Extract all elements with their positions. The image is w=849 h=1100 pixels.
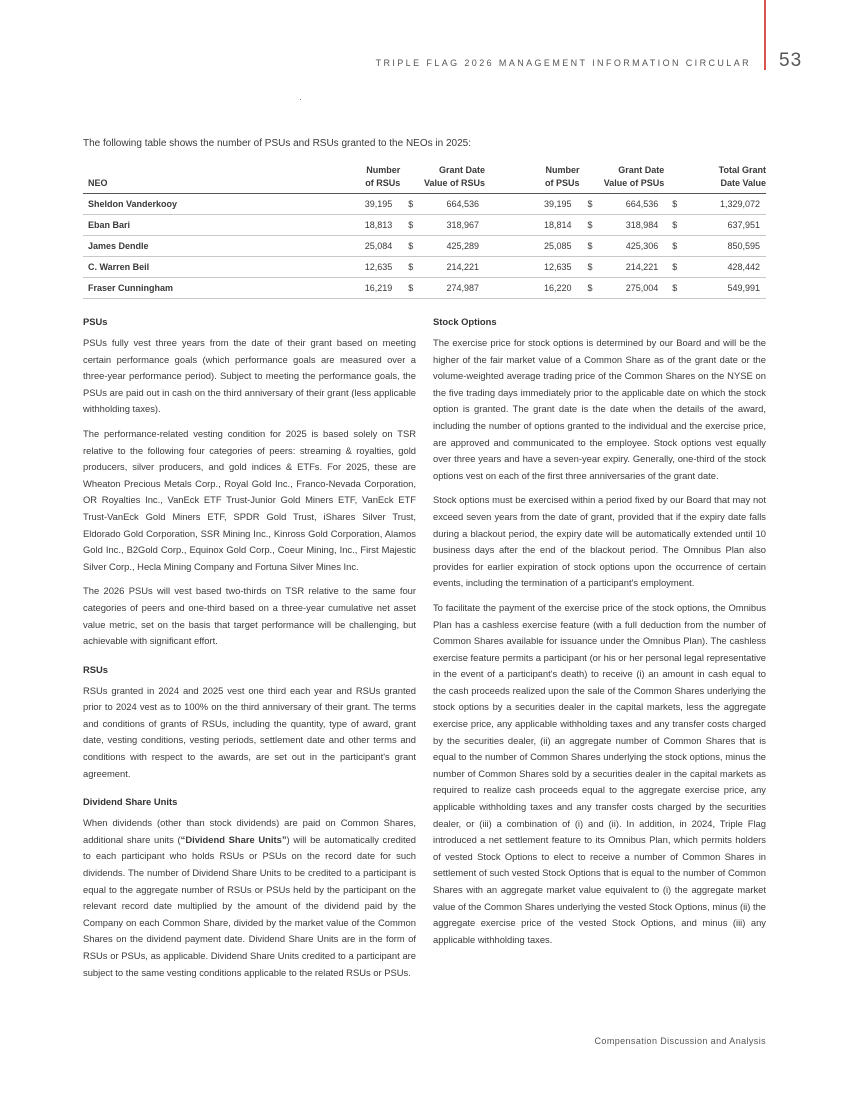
dsu-paragraph-1: When dividends (other than stock dividends) are paid on Common Shares, additional share units (“Dividend Share Units”) will be automatically credited to each participant who holds RSUs or PSUs on the record date for such dividends. The number of Dividend Share Units to be credited to a participant is equal to the aggregate number of RSUs or PSUs held by the participant on the relevant record date multiplied by the amount of the dividend paid by the Company on each Common Share, divided by the market value of the Common Shares on the dividend payment date. Dividend Share Units are in the form of RSUs or PSUs, as applicable. Dividend Share Units credited to a participant are subject to the same vesting conditions applicable to the related RSUs or PSUs.: [83, 817, 416, 978]
rsu-grant-value: 425,289: [413, 236, 485, 257]
stock-options-paragraph-2: Stock options must be exercised within a period fixed by our Board that may not exceed seven years from the date of grant, provided that if the expiry date falls during a blackout period, the expiry date will be automatically extended until 10 business days after the end of the blackout period. The Omnibus Plan also provides for earlier expiration of stock options upon the occurrence of certain events, including the termination of a participant's employment.: [433, 494, 766, 589]
page-number: 53: [779, 50, 803, 71]
psus-paragraph-3: The 2026 PSUs will vest based two-thirds on TSR relative to the same four categories of peers and one-third based on a three-year cumulative net asset value metric, set on the basis that target performance will be challenging, but achievable with significant effort.: [83, 585, 416, 647]
neo-name: Sheldon Vanderkooy: [83, 194, 264, 215]
psus-count: 39,195: [485, 194, 580, 215]
table-header-row: [83, 164, 766, 194]
col-header-value-rsus: Grant Date Value of RSUs: [400, 164, 485, 194]
psus-count: 12,635: [485, 257, 580, 278]
dsu-defined-term: “Dividend Share Units”: [180, 833, 287, 845]
header-accent-rule: [764, 0, 766, 70]
total-grant-value: 850,595: [677, 236, 766, 257]
rsus-paragraph-1: RSUs granted in 2024 and 2025 vest one third each year and RSUs granted prior to 2024 vest as to 100% on the third anniversary of their grant. The terms and conditions of grants of RSUs, including the quantity, type of award, grant date, vesting conditions, vesting periods, settlement date and other terms and conditions with respect to the awards, are set out in the participant's grant agreement.: [83, 684, 416, 779]
currency-symbol: $: [400, 194, 413, 215]
psus-count: 16,220: [485, 278, 580, 299]
col-header-total: Total Grant Date Value: [664, 164, 766, 194]
currency-symbol: $: [580, 194, 593, 215]
neo-name: C. Warren Beil: [83, 257, 264, 278]
currency-symbol: $: [664, 257, 677, 278]
psus-count: 25,085: [485, 236, 580, 257]
dsu-heading: Dividend Share Units: [83, 796, 178, 808]
psu-grant-value: 425,306: [593, 236, 665, 257]
table-row: [83, 278, 766, 299]
col-header-num-rsus: Number of RSUs: [264, 164, 400, 194]
stock-options-paragraph-1: The exercise price for stock options is determined by our Board and will be the higher of the fair market value of a Common Share as of the grant date or the volume-weighted average trading price of the Common Shares on the NYSE on the five trading days immediately prior to the applicable date on which the stock option is granted. The grant date is the date when the details of the award, including the number of options granted to the individual and the exercise price, are approved and communicated to the employee. Stock options vest equally over three years and have a seven-year expiry. Generally, one-third of the stock options vest on each of the first three anniversaries of the grant date.: [433, 337, 766, 481]
psu-grant-value: 318,984: [593, 215, 665, 236]
stock-options-heading: Stock Options: [433, 316, 497, 327]
total-grant-value: 637,951: [677, 215, 766, 236]
currency-symbol: $: [580, 215, 593, 236]
table-row: [83, 215, 766, 236]
table-intro: The following table shows the number of PSUs and RSUs granted to the NEOs in 2025:: [83, 138, 471, 149]
stock-options-paragraph-3: To facilitate the payment of the exercise price of the stock options, the Omnibus Plan has a cashless exercise feature (with a full deduction from the number of Common Shares available for issuance under the Omnibus Plan). The cashless exercise feature permits a participant (or his or her personal legal representative in the event of a participant's death) to receive (i) an amount in cash equal to the cash proceeds realized upon the sale of the Common Shares underlying the stock options by a securities dealer in the capital markets, less the aggregate exercise price, any applicable withholding taxes and any transfer costs charged by the securities dealer, (ii) an aggregate number of Common Shares that is equal to the number of Common Shares underlying the stock options, minus the number of Common Shares sold by a securities dealer in the capital markets as required to realize cash proceeds equal to the aggregate exercise price, any applicable withholding taxes and any transfer costs charged by the securities dealer, or (iii) a combination of (i) and (ii). In addition, in 2024, Triple Flag introduced a net settlement feature to its Omnibus Plan, which permits holders of vested Stock Options to elect to receive a number of Common Shares in settlement of such vested Stock Options that is equal to the number of Common Shares with an aggregate market value equivalent to (i) the aggregate market value of the Common Shares underlying the vested Stock Options, minus (ii) the aggregate exercise price of the vested Stock Options, and minus (iii) any applicable withholding taxes.: [433, 601, 766, 945]
currency-symbol: $: [580, 257, 593, 278]
currency-symbol: $: [664, 278, 677, 299]
rsu-grant-value: 664,536: [413, 194, 485, 215]
psu-grant-value: 275,004: [593, 278, 665, 299]
psu-rsu-grants-table: [83, 164, 766, 299]
currency-symbol: $: [580, 236, 593, 257]
rsus-count: 18,813: [264, 215, 400, 236]
neo-name: James Dendle: [83, 236, 264, 257]
running-head: TRIPLE FLAG 2026 MANAGEMENT INFORMATION CIRCULAR: [375, 58, 751, 68]
rsus-count: 25,084: [264, 236, 400, 257]
currency-symbol: $: [664, 215, 677, 236]
rsus-count: 12,635: [264, 257, 400, 278]
col-header-num-psus: Number of PSUs: [485, 164, 580, 194]
psus-paragraph-2: The performance-related vesting condition for 2025 is based solely on TSR relative to the following four categories of peers: streaming & royalties, gold producers, silver producers, and gold indices & ETFs. For 2025, these are Wheaton Precious Metals Corp., Royal Gold Inc., Franco-Nevada Corporation, OR Royalties Inc., VanEck ETF Trust-Junior Gold Miners ETF, VanEck ETF Trust-VanEck Gold Miners ETF, SPDR Gold Trust, iShares Silver Trust, Eldorado Gold Corporation, SSR Mining Inc., Kinross Gold Corporation, Alamos Gold Inc., B2Gold Corp., Equinox Gold Corp., Coeur Mining, Inc., First Majestic Silver Corp., Hecla Mining Company and Fortuna Silver Mines Inc.: [83, 427, 416, 572]
total-grant-value: 549,991: [677, 278, 766, 299]
psus-heading: PSUs: [83, 316, 108, 327]
rsus-count: 16,219: [264, 278, 400, 299]
right-column: [433, 314, 766, 956]
table-row: [83, 257, 766, 278]
psus-paragraph-1: PSUs fully vest three years from the date of their grant based on meeting certain performance goals (which performance goals are measured over a three-year performance period). Subject to meeting the performance goals, the PSUs are paid out in cash on the third anniversary of their grant (less applicable withholding taxes).: [83, 337, 416, 415]
psus-count: 18,814: [485, 215, 580, 236]
rsu-grant-value: 214,221: [413, 257, 485, 278]
currency-symbol: $: [664, 236, 677, 257]
rsus-count: 39,195: [264, 194, 400, 215]
left-column: [83, 314, 416, 989]
currency-symbol: $: [664, 194, 677, 215]
total-grant-value: 428,442: [677, 257, 766, 278]
currency-symbol: $: [400, 236, 413, 257]
currency-symbol: $: [580, 278, 593, 299]
rsus-heading: RSUs: [83, 663, 109, 675]
col-header-neo: NEO: [83, 164, 264, 194]
total-grant-value: 1,329,072: [677, 194, 766, 215]
stray-mark: [300, 99, 301, 100]
currency-symbol: $: [400, 278, 413, 299]
table-row: [83, 236, 766, 257]
currency-symbol: $: [400, 215, 413, 236]
neo-name: Fraser Cunningham: [83, 278, 264, 299]
rsu-grant-value: 318,967: [413, 215, 485, 236]
neo-name: Eban Bari: [83, 215, 264, 236]
psu-grant-value: 214,221: [593, 257, 665, 278]
rsu-grant-value: 274,987: [413, 278, 485, 299]
col-header-value-psus: Grant Date Value of PSUs: [580, 164, 665, 194]
table-row: [83, 194, 766, 215]
psu-grant-value: 664,536: [593, 194, 665, 215]
currency-symbol: $: [400, 257, 413, 278]
section-footer: Compensation Discussion and Analysis: [594, 1036, 766, 1046]
